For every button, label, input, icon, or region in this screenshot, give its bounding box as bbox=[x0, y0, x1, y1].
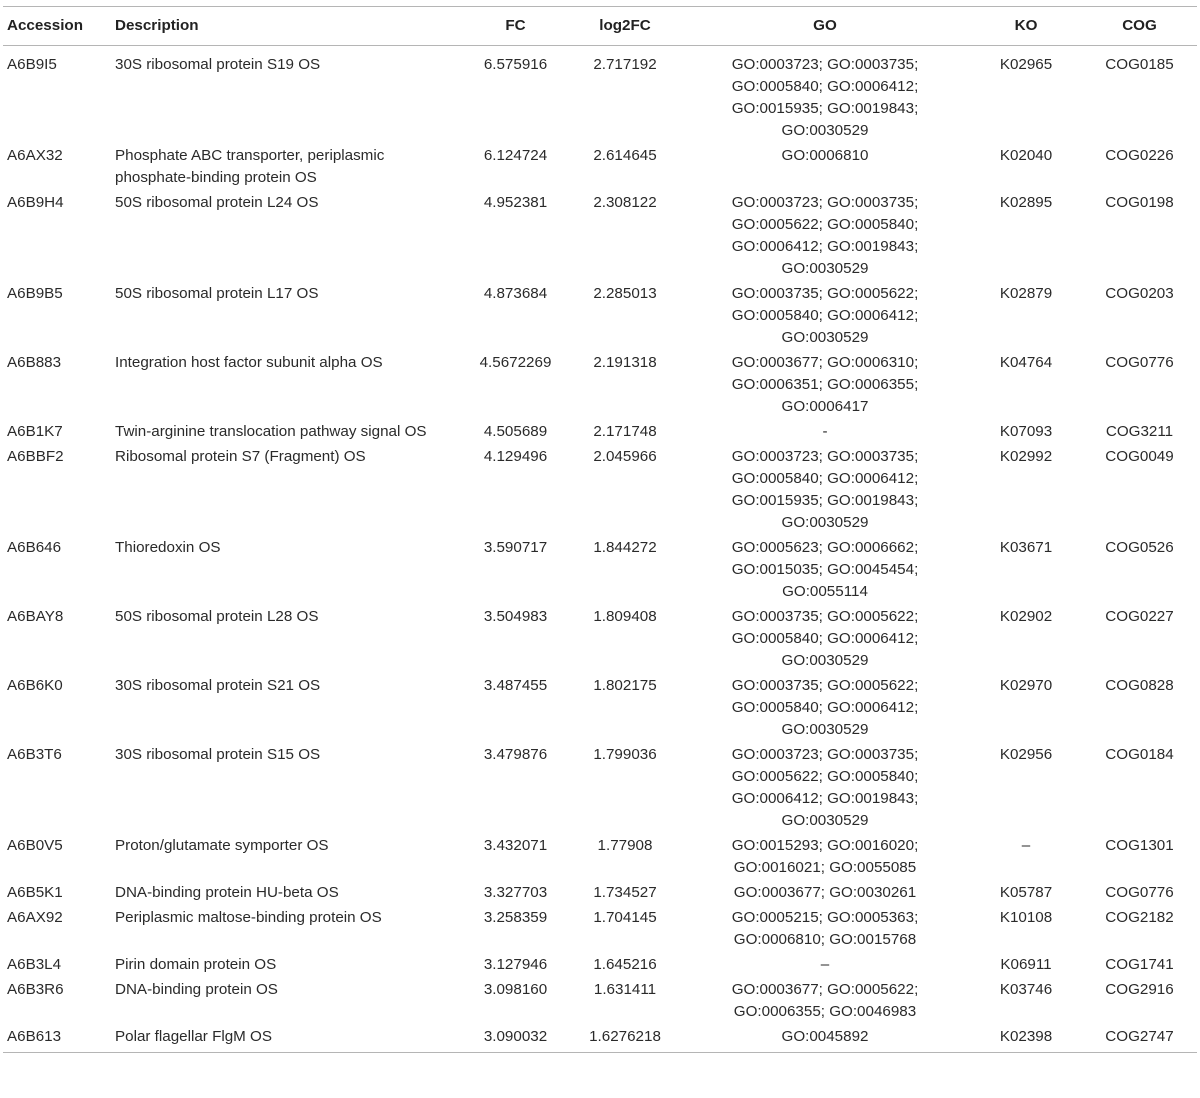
cell-ko: K02902 bbox=[999, 608, 1053, 625]
cell-log2fc: 1.809408 bbox=[593, 608, 657, 625]
cell-accession: A6B3R6 bbox=[7, 981, 64, 998]
cell-accession: A6B9H4 bbox=[7, 194, 64, 211]
cell-cog: COG0185 bbox=[1105, 56, 1174, 73]
table-row bbox=[3, 905, 1197, 952]
cell-log2fc: 2.614645 bbox=[593, 147, 657, 164]
cell-go bbox=[680, 833, 970, 880]
go-term-line: GO:0003723; GO:0003735; bbox=[731, 746, 919, 763]
description-line: DNA-binding protein HU-beta OS bbox=[115, 884, 339, 901]
go-term-line: GO:0005840; GO:0006412; bbox=[731, 630, 919, 647]
cell-ko: K02398 bbox=[970, 1024, 1082, 1053]
cell-fc: 3.504983 bbox=[483, 608, 548, 625]
go-term-line: GO:0006412; GO:0019843; bbox=[731, 790, 919, 807]
cell-log2fc: 2.717192 bbox=[593, 56, 657, 73]
description-line: Phosphate ABC transporter, periplasmic bbox=[115, 147, 385, 164]
header-ko: KO bbox=[970, 7, 1082, 46]
cell-cog: COG2182 bbox=[1105, 909, 1174, 926]
go-term-line: GO:0030529 bbox=[781, 721, 869, 738]
go-term-line: GO:0030529 bbox=[781, 260, 869, 277]
table-row bbox=[3, 350, 1197, 419]
go-term-line: GO:0005623; GO:0006662; bbox=[731, 539, 919, 556]
cell-cog: COG2747 bbox=[1082, 1024, 1197, 1053]
description-line: 50S ribosomal protein L24 OS bbox=[115, 194, 319, 211]
table-row bbox=[3, 143, 1197, 190]
cell-description bbox=[111, 281, 461, 350]
cell-ko: K02956 bbox=[999, 746, 1053, 763]
go-term-line: GO:0030529 bbox=[781, 812, 869, 829]
go-term-line: GO:0005215; GO:0005363; bbox=[731, 909, 919, 926]
cell-ko: K03671 bbox=[999, 539, 1053, 556]
cell-description bbox=[111, 535, 461, 604]
cell-cog: COG0526 bbox=[1105, 539, 1174, 556]
cell-fc: 4.129496 bbox=[483, 448, 548, 465]
go-term-line: GO:0003723; GO:0003735; bbox=[731, 56, 919, 73]
description-line: 30S ribosomal protein S21 OS bbox=[115, 677, 321, 694]
description-line: 50S ribosomal protein L17 OS bbox=[115, 285, 319, 302]
cell-fc: 3.487455 bbox=[483, 677, 548, 694]
cell-accession: A6B1K7 bbox=[7, 423, 63, 440]
cell-go bbox=[680, 977, 970, 1024]
cell-description bbox=[111, 742, 461, 833]
cell-cog: COG0776 bbox=[1105, 884, 1174, 901]
description-line: phosphate-binding protein OS bbox=[115, 169, 317, 186]
cell-ko: K02965 bbox=[999, 56, 1053, 73]
go-term-line: GO:0005840; GO:0006412; bbox=[731, 307, 919, 324]
cell-accession: A6B6K0 bbox=[7, 677, 63, 694]
go-term-line: GO:0006412; GO:0019843; bbox=[731, 238, 919, 255]
description-line: DNA-binding protein OS bbox=[115, 981, 278, 998]
cell-accession: A6B3L4 bbox=[7, 956, 62, 973]
cell-go bbox=[680, 952, 970, 977]
go-term-line: GO:0015293; GO:0016020; bbox=[731, 837, 919, 854]
go-term-line: – bbox=[820, 956, 830, 973]
cell-ko: K02040 bbox=[999, 147, 1053, 164]
table-row bbox=[3, 419, 1197, 444]
description-line: Polar flagellar FlgM OS bbox=[115, 1028, 272, 1045]
cell-go bbox=[680, 905, 970, 952]
cell-fc: 6.124724 bbox=[483, 147, 548, 164]
cell-cog: COG2916 bbox=[1105, 981, 1174, 998]
cell-fc: 3.432071 bbox=[483, 837, 548, 854]
cell-description bbox=[111, 419, 461, 444]
table-body bbox=[3, 46, 1197, 1053]
cell-cog: COG1301 bbox=[1105, 837, 1174, 854]
table-row bbox=[3, 1024, 1197, 1053]
cell-accession: A6AX92 bbox=[7, 909, 63, 926]
cell-go bbox=[680, 742, 970, 833]
cell-go bbox=[680, 673, 970, 742]
cell-log2fc: 1.734527 bbox=[593, 884, 657, 901]
cell-log2fc: 2.191318 bbox=[593, 354, 657, 371]
cell-log2fc: 2.308122 bbox=[593, 194, 657, 211]
cell-log2fc: 1.704145 bbox=[593, 909, 657, 926]
protein-table bbox=[3, 6, 1197, 1053]
cell-description bbox=[111, 977, 461, 1024]
cell-log2fc: 1.631411 bbox=[593, 981, 657, 998]
cell-fc: 3.327703 bbox=[483, 884, 548, 901]
cell-description bbox=[111, 880, 461, 905]
cell-fc: 4.952381 bbox=[483, 194, 548, 211]
cell-fc: 4.873684 bbox=[483, 285, 548, 302]
table-row bbox=[3, 977, 1197, 1024]
cell-go bbox=[680, 1024, 970, 1053]
cell-accession: A6BBF2 bbox=[7, 448, 64, 465]
cell-ko: K05787 bbox=[999, 884, 1053, 901]
table-header bbox=[3, 7, 1197, 46]
cell-log2fc: 1.799036 bbox=[593, 746, 657, 763]
description-line: Proton/glutamate symporter OS bbox=[115, 837, 329, 854]
cell-log2fc: 2.171748 bbox=[593, 423, 657, 440]
cell-accession: A6B613 bbox=[3, 1024, 111, 1053]
go-term-line: GO:0045892 bbox=[781, 1028, 869, 1045]
cell-go bbox=[680, 143, 970, 190]
go-term-line: GO:0003723; GO:0003735; bbox=[731, 194, 919, 211]
go-term-line: GO:0003735; GO:0005622; bbox=[731, 677, 919, 694]
go-term-line: GO:0006417 bbox=[781, 398, 869, 415]
cell-fc: 3.479876 bbox=[483, 746, 548, 763]
cell-accession: A6B3T6 bbox=[7, 746, 62, 763]
go-term-line: GO:0006810; GO:0015768 bbox=[733, 931, 917, 948]
cell-ko: K06911 bbox=[1000, 956, 1052, 973]
cell-cog: COG0203 bbox=[1105, 285, 1174, 302]
cell-go bbox=[680, 281, 970, 350]
cell-description bbox=[111, 46, 461, 144]
table-row bbox=[3, 673, 1197, 742]
go-term-line: GO:0006351; GO:0006355; bbox=[731, 376, 919, 393]
header-go: GO bbox=[680, 7, 970, 46]
description-line: Periplasmic maltose-binding protein OS bbox=[115, 909, 382, 926]
cell-cog: COG0776 bbox=[1105, 354, 1174, 371]
cell-fc: 4.505689 bbox=[483, 423, 548, 440]
cell-description bbox=[111, 444, 461, 535]
cell-description bbox=[111, 143, 461, 190]
description-line: 50S ribosomal protein L28 OS bbox=[115, 608, 319, 625]
cell-fc: 3.090032 bbox=[461, 1024, 570, 1053]
description-line: Thioredoxin OS bbox=[115, 539, 221, 556]
cell-go bbox=[680, 190, 970, 281]
cell-go bbox=[680, 535, 970, 604]
cell-description bbox=[111, 673, 461, 742]
table-row bbox=[3, 190, 1197, 281]
cell-description bbox=[111, 952, 461, 977]
cell-accession: A6B0V5 bbox=[7, 837, 63, 854]
table-row bbox=[3, 444, 1197, 535]
cell-log2fc: 1.802175 bbox=[593, 677, 657, 694]
header-log2fc: log2FC bbox=[570, 7, 680, 46]
cell-fc: 3.258359 bbox=[483, 909, 548, 926]
go-term-line: GO:0015935; GO:0019843; bbox=[731, 100, 919, 117]
cell-accession: A6B5K1 bbox=[7, 884, 63, 901]
description-line: Integration host factor subunit alpha OS bbox=[115, 354, 383, 371]
cell-cog: COG0198 bbox=[1105, 194, 1174, 211]
cell-accession: A6B883 bbox=[7, 354, 62, 371]
table-row bbox=[3, 833, 1197, 880]
header-fc: FC bbox=[461, 7, 570, 46]
description-line: Ribosomal protein S7 (Fragment) OS bbox=[115, 448, 366, 465]
cell-accession: A6B9I5 bbox=[7, 56, 57, 73]
go-term-line: GO:0003677; GO:0030261 bbox=[733, 884, 917, 901]
cell-cog: COG3211 bbox=[1105, 423, 1174, 440]
go-term-line: GO:0005622; GO:0005840; bbox=[731, 768, 919, 785]
go-term-line: GO:0005840; GO:0006412; bbox=[731, 78, 919, 95]
table-row bbox=[3, 952, 1197, 977]
go-term-line: GO:0016021; GO:0055085 bbox=[733, 859, 917, 876]
go-term-line: GO:0005622; GO:0005840; bbox=[731, 216, 919, 233]
go-term-line: GO:0005840; GO:0006412; bbox=[731, 699, 919, 716]
cell-go bbox=[680, 444, 970, 535]
cell-ko: K02970 bbox=[999, 677, 1053, 694]
cell-log2fc: 2.045966 bbox=[593, 448, 657, 465]
cell-ko: K02992 bbox=[999, 448, 1053, 465]
cell-fc: 3.127946 bbox=[483, 956, 548, 973]
cell-accession: A6BAY8 bbox=[7, 608, 64, 625]
cell-cog: COG0227 bbox=[1105, 608, 1174, 625]
cell-go bbox=[680, 46, 970, 144]
table-row bbox=[3, 604, 1197, 673]
go-term-line: GO:0030529 bbox=[781, 329, 869, 346]
go-term-line: GO:0003735; GO:0005622; bbox=[731, 285, 919, 302]
cell-go bbox=[680, 880, 970, 905]
cell-cog: COG0828 bbox=[1105, 677, 1174, 694]
table-row bbox=[3, 880, 1197, 905]
go-term-line: GO:0055114 bbox=[782, 583, 868, 600]
cell-go bbox=[680, 350, 970, 419]
description-line: Twin-arginine translocation pathway signal OS bbox=[115, 423, 427, 440]
cell-accession: A6B9B5 bbox=[7, 285, 63, 302]
cell-log2fc: 1.844272 bbox=[593, 539, 657, 556]
cell-log2fc: 1.6276218 bbox=[570, 1024, 680, 1053]
cell-ko: K02879 bbox=[999, 285, 1053, 302]
cell-cog: COG1741 bbox=[1105, 956, 1174, 973]
cell-ko: K04764 bbox=[999, 354, 1053, 371]
cell-description bbox=[111, 905, 461, 952]
go-term-line: GO:0015035; GO:0045454; bbox=[731, 561, 919, 578]
cell-description bbox=[111, 1024, 461, 1053]
go-term-line: - bbox=[822, 423, 828, 440]
table-row bbox=[3, 535, 1197, 604]
go-term-line: GO:0030529 bbox=[781, 122, 869, 139]
description-line: 30S ribosomal protein S19 OS bbox=[115, 56, 321, 73]
cell-accession: A6B646 bbox=[7, 539, 62, 556]
header-accession: Accession bbox=[3, 7, 111, 46]
cell-cog: COG0049 bbox=[1105, 448, 1174, 465]
cell-description bbox=[111, 190, 461, 281]
header-description: Description bbox=[111, 7, 461, 46]
cell-description bbox=[111, 350, 461, 419]
cell-go bbox=[680, 604, 970, 673]
table-row bbox=[3, 46, 1197, 144]
cell-ko: – bbox=[1021, 837, 1031, 854]
table-row bbox=[3, 281, 1197, 350]
table-row bbox=[3, 742, 1197, 833]
cell-log2fc: 2.285013 bbox=[593, 285, 657, 302]
go-term-line: GO:0005840; GO:0006412; bbox=[731, 470, 919, 487]
cell-accession: A6AX32 bbox=[7, 147, 63, 164]
cell-fc: 3.098160 bbox=[483, 981, 548, 998]
description-line: Pirin domain protein OS bbox=[115, 956, 277, 973]
cell-ko: K02895 bbox=[999, 194, 1053, 211]
go-term-line: GO:0006810 bbox=[781, 147, 869, 164]
cell-ko: K10108 bbox=[999, 909, 1053, 926]
go-term-line: GO:0030529 bbox=[781, 652, 869, 669]
cell-description bbox=[111, 604, 461, 673]
header-row bbox=[3, 7, 1197, 46]
go-term-line: GO:0015935; GO:0019843; bbox=[731, 492, 919, 509]
cell-cog: COG0184 bbox=[1105, 746, 1174, 763]
cell-fc: 6.575916 bbox=[483, 56, 548, 73]
cell-log2fc: 1.645216 bbox=[593, 956, 657, 973]
description-line: 30S ribosomal protein S15 OS bbox=[115, 746, 321, 763]
cell-fc: 3.590717 bbox=[483, 539, 548, 556]
go-term-line: GO:0003723; GO:0003735; bbox=[731, 448, 919, 465]
cell-ko: K03746 bbox=[999, 981, 1053, 998]
go-term-line: GO:0030529 bbox=[781, 514, 869, 531]
go-term-line: GO:0003735; GO:0005622; bbox=[731, 608, 919, 625]
go-term-line: GO:0006355; GO:0046983 bbox=[733, 1003, 917, 1020]
cell-log2fc: 1.77908 bbox=[597, 837, 653, 854]
cell-description bbox=[111, 833, 461, 880]
cell-go bbox=[680, 419, 970, 444]
cell-fc: 4.5672269 bbox=[479, 354, 552, 371]
go-term-line: GO:0003677; GO:0005622; bbox=[731, 981, 919, 998]
cell-cog: COG0226 bbox=[1105, 147, 1174, 164]
header-cog: COG bbox=[1082, 7, 1197, 46]
cell-ko: K07093 bbox=[999, 423, 1053, 440]
go-term-line: GO:0003677; GO:0006310; bbox=[731, 354, 919, 371]
